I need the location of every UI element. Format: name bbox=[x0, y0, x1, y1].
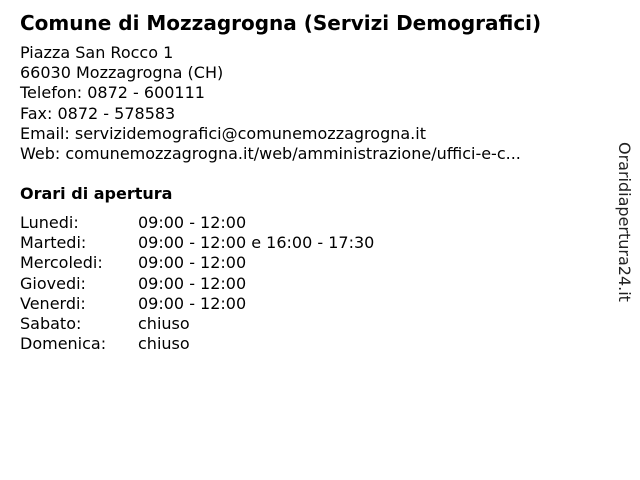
phone-number: Telefon: 0872 - 600111 bbox=[20, 83, 205, 103]
day-label: Sabato: bbox=[20, 313, 82, 333]
time-value: chiuso bbox=[138, 313, 190, 333]
office-title: Comune di Mozzagrogna (Servizi Demografici) bbox=[20, 11, 542, 35]
day-label: Lunedi: bbox=[20, 213, 79, 232]
time-value: 09:00 - 12:00 bbox=[138, 213, 247, 232]
website-url: Web: comunemozzagrogna.it/web/amministrazione/uffici-e-c... bbox=[20, 143, 521, 163]
fax-number: Fax: 0872 - 578583 bbox=[20, 103, 176, 123]
time-value: 09:00 - 12:00 e 16:00 - 17:30 bbox=[138, 233, 375, 253]
day-label: Giovedi: bbox=[20, 273, 86, 293]
opening-hours-heading: Orari di apertura bbox=[20, 184, 173, 203]
time-value: 09:00 - 12:00 bbox=[138, 293, 247, 313]
day-label: Venerdi: bbox=[20, 293, 86, 313]
address-block bbox=[20, 43, 521, 164]
site-watermark: Oraridiapertura24.it bbox=[615, 142, 634, 302]
time-value: chiuso bbox=[138, 334, 190, 354]
day-label: Martedi: bbox=[20, 233, 87, 253]
day-label: Domenica: bbox=[20, 334, 107, 354]
email-address: Email: servizidemografici@comunemozzagrogna.it bbox=[20, 123, 426, 143]
time-value: 09:00 - 12:00 bbox=[138, 273, 247, 293]
day-label: Mercoledi: bbox=[20, 253, 103, 273]
city-address: 66030 Mozzagrogna (CH) bbox=[20, 63, 224, 83]
time-value: 09:00 - 12:00 bbox=[138, 253, 247, 273]
street-address: Piazza San Rocco 1 bbox=[20, 43, 174, 62]
